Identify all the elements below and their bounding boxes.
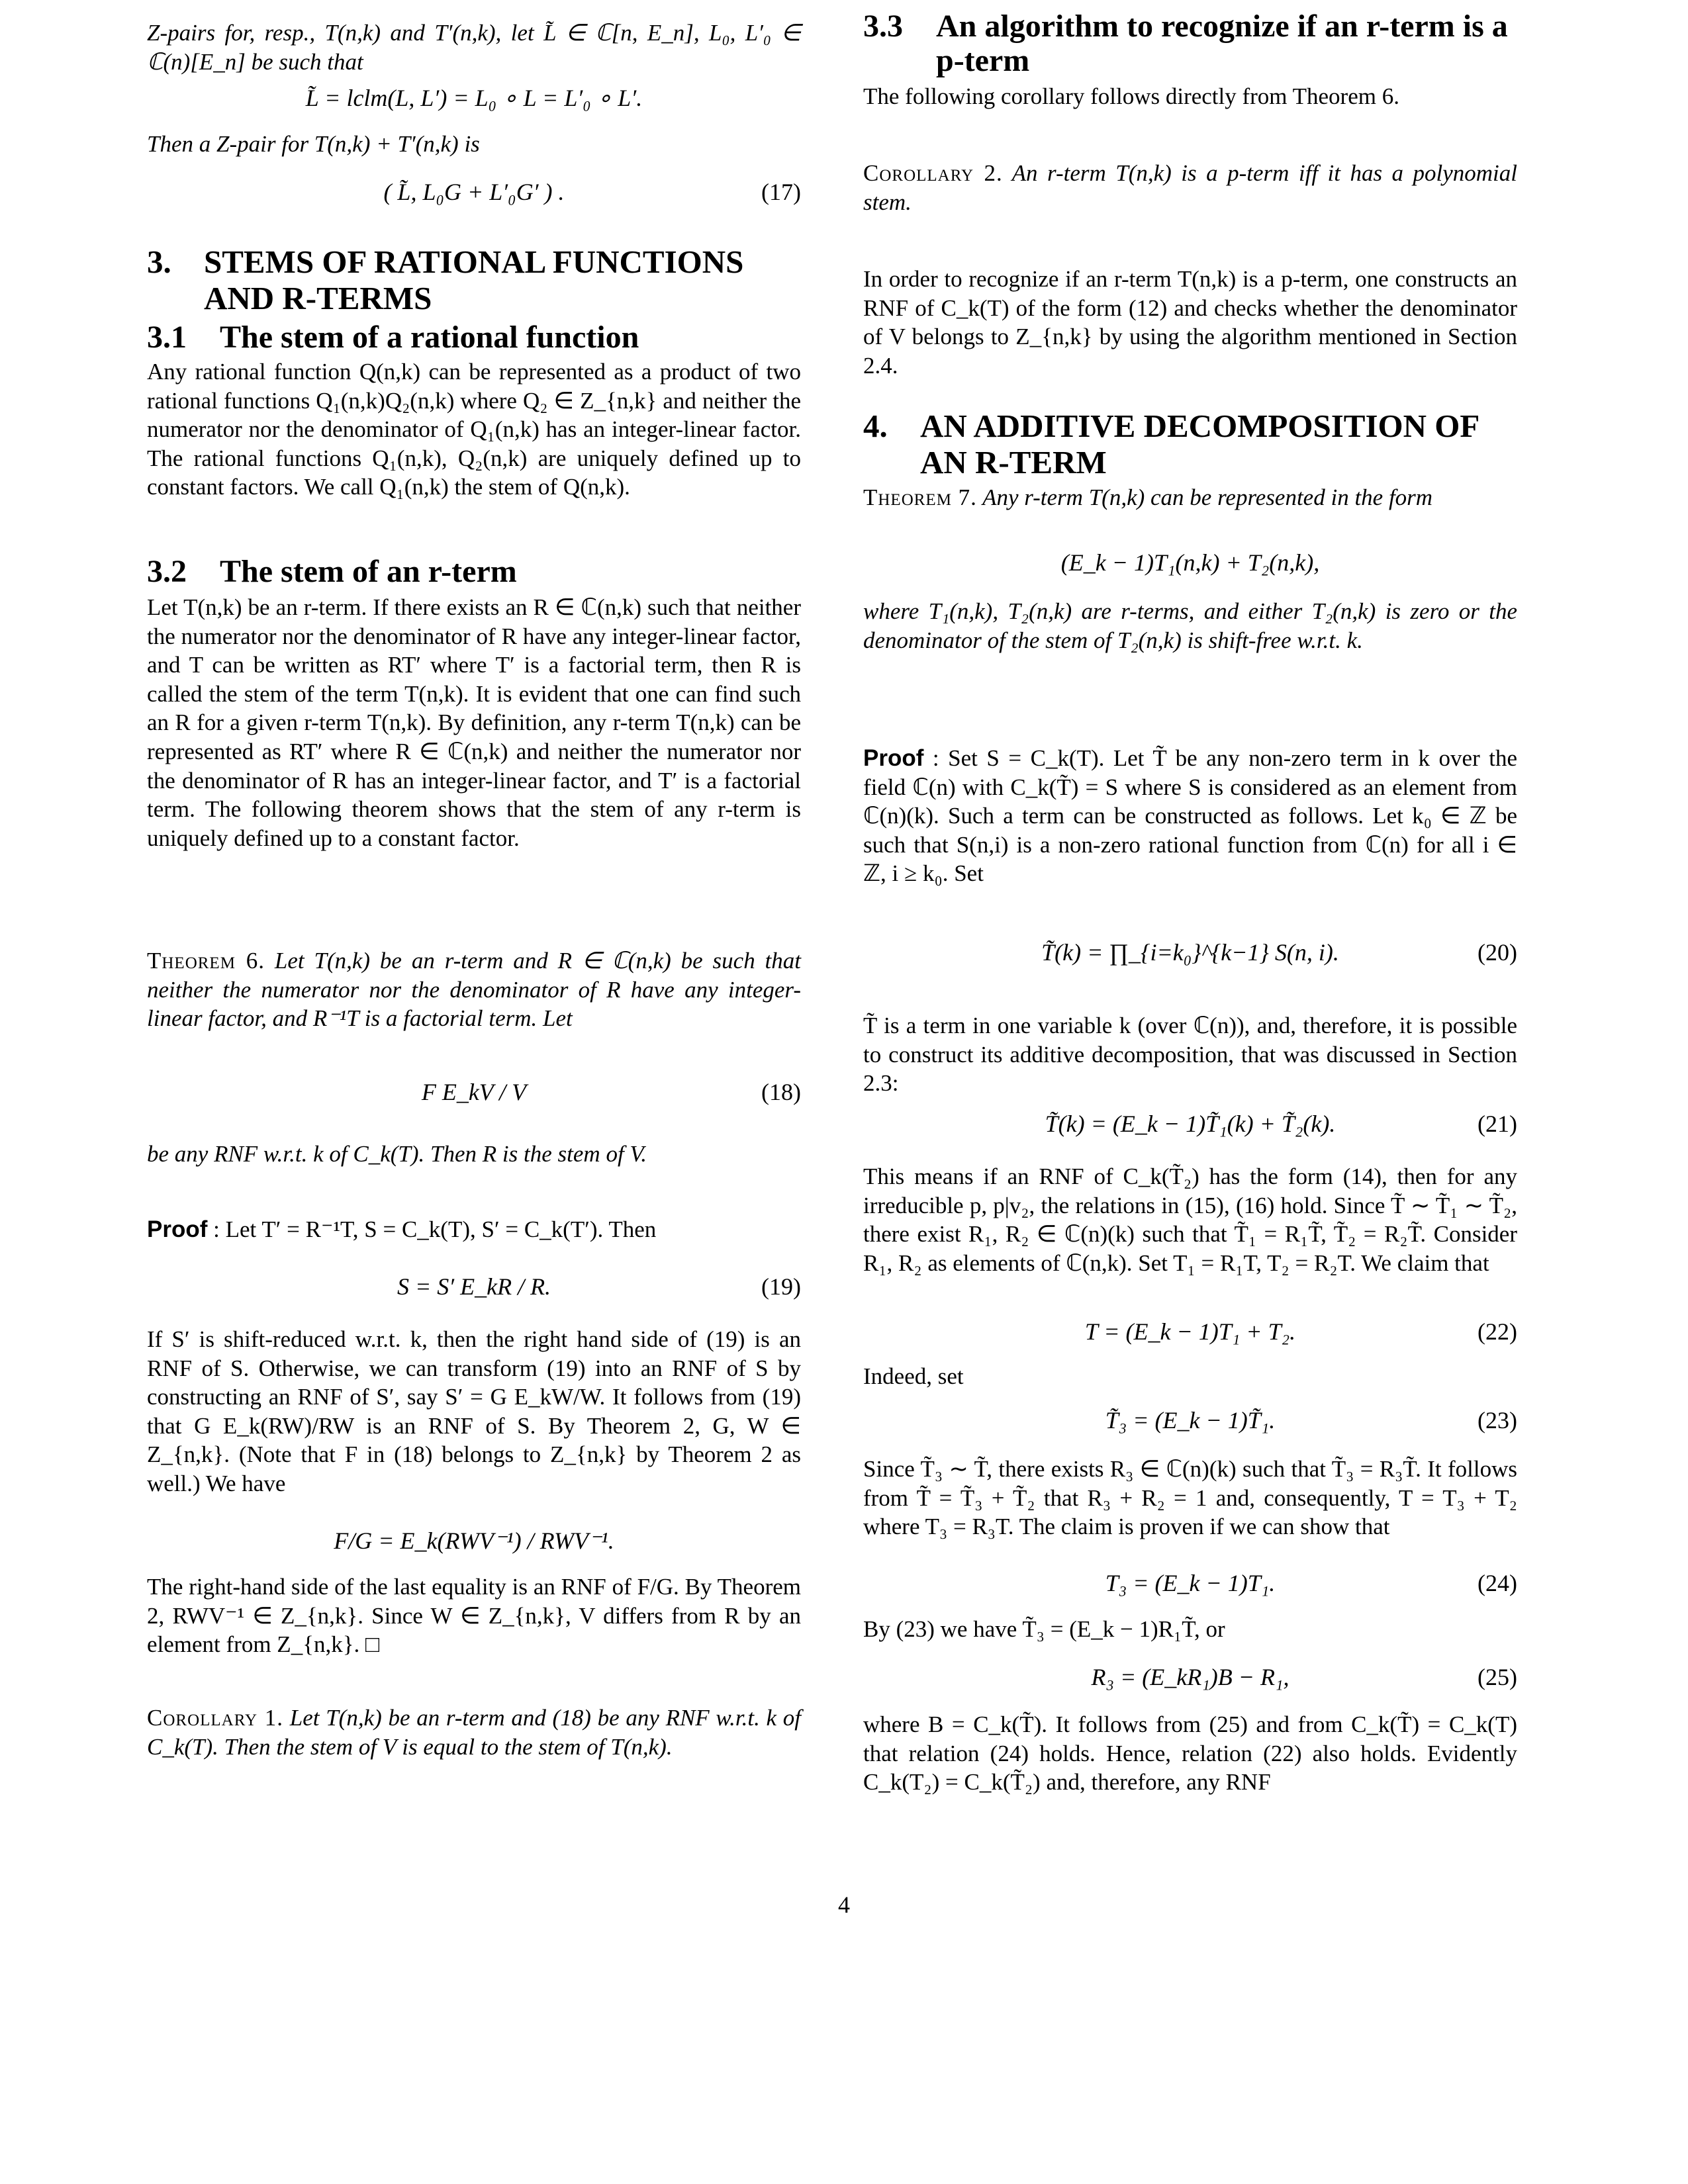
paragraph-after-21: This means if an RNF of C_k(T̃₂) has the form (14), then for any irreducible p, p|v₂, the relations in (15), (16) hold. Since T̃ ∼ T̃₁ ∼ T̃₂, there exist R₁, R₂ ∈ ℂ(n)(k) such that T̃₁ = R₁T̃, T̃₂ = R₂T̃. Consider R₁, R₂ as elements of ℂ(n,k). Set T₁ = R₁T, T₂ = R₂T. We claim that bbox=[863, 1163, 1517, 1276]
proof-label-2: Proof bbox=[863, 745, 924, 771]
equation-f-over-g bbox=[147, 1522, 801, 1559]
equation-20-body: T̃(k) = ∏_{i=k₀}^{k−1} S(n, i). bbox=[1041, 939, 1339, 966]
section-3-1-heading bbox=[147, 320, 801, 355]
proof-label: Proof bbox=[147, 1216, 208, 1242]
paragraph-after-20: T̃ is a term in one variable k (over ℂ(n)), and, therefore, it is possible to construct its additive decomposition, that was discussed in Section 2.3: bbox=[863, 1013, 1517, 1097]
section-4-title: AN ADDITIVE DECOMPOSITION OF AN R-TERM bbox=[920, 408, 1479, 480]
page-number: 4 bbox=[838, 1891, 850, 1918]
equation-23-body: T̃₃ = (E_k − 1)T̃₁. bbox=[1105, 1407, 1276, 1433]
equation-18-number: (18) bbox=[761, 1079, 801, 1105]
theorem-7 bbox=[863, 483, 1517, 512]
theorem-7-label: Theorem 7. bbox=[863, 484, 977, 510]
equation-lclm bbox=[147, 79, 801, 116]
equation-24-body: T₃ = (E_k − 1)T₁. bbox=[1105, 1570, 1276, 1596]
equation-23-number: (23) bbox=[1477, 1407, 1517, 1433]
paragraph-after-24: By (23) we have T̃₃ = (E_k − 1)R₁T̃, or bbox=[863, 1616, 1225, 1642]
section-3-2-body: Let T(n,k) be an r-term. If there exists an R ∈ ℂ(n,k) such that neither the numerator nor the denominator of R have any integer-linear factor, and T can be written as RT′ where T′ is a factorial term, then R is called the stem of the term T(n,k). It is evident that one can find such an R for a given r-term T(n,k). By definition, any r-term T(n,k) can be represented as RT′ where R ∈ ℂ(n,k) and neither the numerator nor the denominator of R has an integer-linear factor, and T′ is a factorial term. The following theorem shows that the stem of any r-term is uniquely defined up to a constant factor. bbox=[147, 594, 801, 851]
equation-21-number: (21) bbox=[1477, 1111, 1517, 1137]
equation-24 bbox=[863, 1565, 1517, 1602]
proof-theorem-6-body: If S′ is shift-reduced w.r.t. k, then the right hand side of (19) is an RNF of S. Otherwise, we can transform (19) into an RNF of S by constructing an RNF of S′, say S′ = G E_kW/W. It follows from (19) that G E_k(RW)/RW is an RNF of S. By Theorem 2, G, W ∈ Z_{n,k}. (Note that F in (18) belongs to Z_{n,k} by Theorem 2 as well.) We have bbox=[147, 1326, 801, 1496]
equation-19-body: S = S′ E_kR / R. bbox=[397, 1273, 551, 1300]
equation-f-over-g-body: F/G = E_k(RWV⁻¹) / RWV⁻¹. bbox=[334, 1527, 614, 1554]
equation-lclm-body: L̃ = lclm(L, L′) = L₀ ∘ L = L′₀ ∘ L′. bbox=[305, 85, 643, 111]
theorem-6 bbox=[147, 946, 801, 1033]
section-3-2-heading bbox=[147, 555, 801, 589]
equation-25 bbox=[863, 1659, 1517, 1696]
corollary-1-text: Let T(n,k) be an r-term and (18) be any RNF w.r.t. k of C_k(T). Then the stem of V is equal to the stem of T(n,k). bbox=[147, 1705, 802, 1760]
section-3-3-heading bbox=[863, 9, 1517, 78]
zpair-then-text: Then a Z-pair for T(n,k) + T′(n,k) is bbox=[147, 131, 480, 157]
section-3-3-title: An algorithm to recognize if an r-term is a p-term bbox=[936, 9, 1508, 78]
proof-theorem-6 bbox=[147, 1215, 801, 1244]
proof-theorem-6-intro: : Let T′ = R⁻¹T, S = C_k(T), S′ = C_k(T′). Then bbox=[213, 1216, 657, 1242]
section-3-title: STEMS OF RATIONAL FUNCTIONS AND R-TERMS bbox=[204, 244, 744, 316]
corollary-2-label: Corollary 2. bbox=[863, 160, 1003, 186]
theorem-7-text: Any r-term T(n,k) can be represented in the form bbox=[982, 484, 1433, 510]
section-3-number: 3. bbox=[147, 244, 171, 280]
equation-17 bbox=[147, 173, 801, 210]
paragraph-after-25: where B = C_k(T̃). It follows from (25) and from C_k(T̃) = C_k(T) that relation (24) holds. Hence, relation (22) also holds. Evidently C_k(T₂) = C_k(T̃₂) and, therefore, any RNF bbox=[863, 1711, 1517, 1796]
theorem-6-label: Theorem 6. bbox=[147, 948, 265, 974]
equation-19 bbox=[147, 1268, 801, 1305]
theorem-7-conclusion: where T₁(n,k), T₂(n,k) are r-terms, and either T₂(n,k) is zero or the denominator of the stem of T₂(n,k) is shift-free w.r.t. k. bbox=[863, 598, 1517, 653]
equation-theorem-7-body: (E_k − 1)T₁(n,k) + T₂(n,k), bbox=[1060, 549, 1320, 576]
proof-theorem-6-conclusion: The right-hand side of the last equality is an RNF of F/G. By Theorem 2, RWV⁻¹ ∈ Z_{n,k}. Since W ∈ Z_{n,k}, V differs from R by an element from Z_{n,k}. □ bbox=[147, 1574, 801, 1658]
section-4-number: 4. bbox=[863, 408, 888, 444]
equation-18 bbox=[147, 1073, 801, 1111]
section-3-1-body: Any rational function Q(n,k) can be represented as a product of two rational functions Q₁(n,k)Q₂(n,k) where Q₂ ∈ Z_{n,k} and neither the numerator nor the denominator of Q₁(n,k) has an integer-linear factor. The rational functions Q₁(n,k), Q₂(n,k) are uniquely defined up to constant factors. We call Q₁(n,k) the stem of Q(n,k). bbox=[147, 359, 801, 500]
equation-24-number: (24) bbox=[1477, 1570, 1517, 1596]
equation-21 bbox=[863, 1105, 1517, 1142]
equation-17-body: ( L̃, L₀G + L′₀G′ ) . bbox=[383, 179, 565, 205]
equation-21-body: T̃(k) = (E_k − 1)T̃₁(k) + T̃₂(k). bbox=[1045, 1111, 1336, 1137]
equation-19-number: (19) bbox=[761, 1273, 801, 1300]
corollary-2 bbox=[863, 159, 1517, 216]
equation-23 bbox=[863, 1402, 1517, 1439]
section-3-1-number: 3.1 bbox=[147, 320, 187, 355]
section-3-2-title: The stem of an r-term bbox=[220, 554, 517, 589]
equation-22-body: T = (E_k − 1)T₁ + T₂. bbox=[1084, 1318, 1296, 1345]
equation-18-body: F E_kV / V bbox=[421, 1079, 527, 1105]
section-3-heading bbox=[147, 244, 801, 316]
equation-20 bbox=[863, 923, 1517, 982]
corollary-1-label: Corollary 1. bbox=[147, 1705, 284, 1731]
section-4-heading bbox=[863, 408, 1517, 480]
zpair-intro-text: Z-pairs for, resp., T(n,k) and T′(n,k), let L̃ ∈ ℂ[n, E_n], L₀, L′₀ ∈ ℂ(n)[E_n] be such that bbox=[147, 20, 801, 75]
equation-17-number: (17) bbox=[761, 179, 801, 205]
equation-25-body: R₃ = (E_kR₁)B − R₁, bbox=[1091, 1664, 1289, 1690]
equation-20-number: (20) bbox=[1477, 939, 1517, 966]
equation-22-number: (22) bbox=[1477, 1318, 1517, 1345]
recognize-paragraph: In order to recognize if an r-term T(n,k) is a p-term, one constructs an RNF of C_k(T) of the form (12) and checks whether the denominator of V belongs to Z_{n,k} by using the algorithm mentioned in Section 2.4. bbox=[863, 266, 1517, 379]
equation-22 bbox=[863, 1313, 1517, 1350]
proof-theorem-7-intro: : Set S = C_k(T). Let T̃ be any non-zero term in k over the field ℂ(n) with C_k(T̃) = S where S is considered as an element from ℂ(n)(k). Such a term can be constructed as follows. Let k₀ ∈ ℤ be such that S(n,i) is a non-zero rational function from ℂ(n) for all i ∈ ℤ, i ≥ k₀. Set bbox=[863, 745, 1518, 887]
corollary-2-text: An r-term T(n,k) is a p-term iff it has a polynomial stem. bbox=[863, 160, 1518, 215]
corollary-1 bbox=[147, 1704, 801, 1761]
proof-theorem-7 bbox=[863, 744, 1517, 888]
equation-theorem-7 bbox=[863, 544, 1517, 581]
theorem-6-conclusion: be any RNF w.r.t. k of C_k(T). Then R is the stem of V. bbox=[147, 1141, 647, 1167]
paragraph-indeed-set: Indeed, set bbox=[863, 1363, 964, 1389]
section-3-3-number: 3.3 bbox=[863, 9, 903, 44]
section-3-2-number: 3.2 bbox=[147, 554, 187, 589]
section-3-1-title: The stem of a rational function bbox=[220, 320, 639, 355]
paragraph-after-23: Since T̃₃ ∼ T̃, there exists R₃ ∈ ℂ(n)(k) such that T̃₃ = R₃T̃. It follows from T̃ = T̃₃ + T̃₂ that R₃ + R₂ = 1 and, consequently, T = T₃ + T₂ where T₃ = R₃T. The claim is proven if we can show that bbox=[863, 1456, 1517, 1540]
section-3-3-body: The following corollary follows directly from Theorem 6. bbox=[863, 83, 1399, 109]
theorem-6-text: Let T(n,k) be an r-term and R ∈ ℂ(n,k) be such that neither the numerator nor the denominator of R have any integer-linear factor, and R⁻¹T is a factorial term. Let bbox=[147, 948, 802, 1032]
equation-25-number: (25) bbox=[1477, 1664, 1517, 1690]
